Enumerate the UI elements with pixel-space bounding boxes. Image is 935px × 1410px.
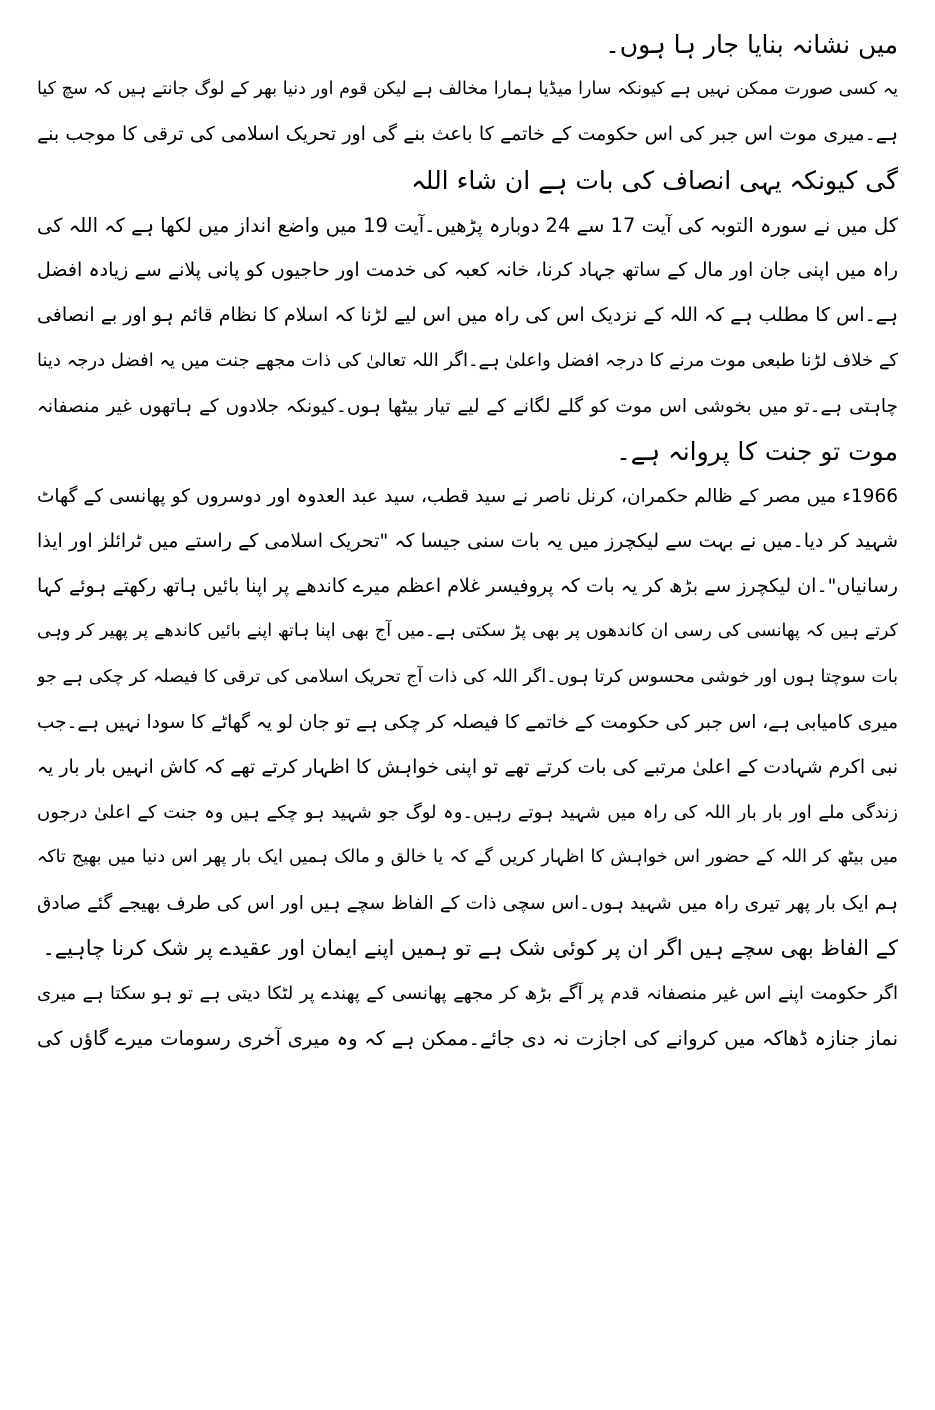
text-line: نبی اکرم شہادت کے اعلیٰ مرتبے کی بات کرتے تھے تو اپنی خواہش کا اظہار کرتے تھے کہ کاش انہیں بار بار یہ: [37, 756, 898, 778]
paragraph-2: [37, 203, 898, 474]
text-line: 1966ء میں مصر کے ظالم حکمران، کرنل ناصر نے سید قطب، سید عبد العدوہ اور دوسروں کو پھانسی کے گھاٹ: [37, 485, 898, 507]
paragraph-4: [37, 971, 898, 1061]
paragraph-3: [37, 474, 898, 971]
text-line: میں نشانہ بنایا جار ہا ہوں۔: [605, 30, 898, 59]
text-line: میں بیٹھ کر اللہ کے حضور اس خواہش کا اظہار کریں گے کہ یا خالق و مالک ہمیں ایک بار پھر اس دنیا میں بھیج تاکہ: [37, 847, 898, 868]
text-line: اگر حکومت اپنے اس غیر منصفانہ قدم پر آگے بڑھ کر مجھے پھانسی کے پھندے پر لٹکا دیتی ہے تو ہو سکتا ہے میری: [37, 982, 898, 1004]
text-line: موت تو جنت کا پروانہ ہے۔: [616, 436, 898, 466]
text-line: ہے۔میری موت اس جبر کی اس حکومت کے خاتمے کا باعث بنے گی اور تحریک اسلامی کی ترقی کا موجب بنے: [37, 123, 898, 146]
text-line: شہید کر دیا۔میں نے بہت سے لیکچرز میں یہ بات سنی جیسا کہ "تحریک اسلامی کے راستے میں ٹرائلز اور ایذا: [37, 530, 898, 553]
text-line: ہم ایک بار پھر تیری راہ میں شہید ہوں۔اس سچی ذات کے الفاظ سچے ہیں اور اس کی طرف بھیجے گئے صادق: [37, 892, 898, 914]
text-line: راہ میں اپنی جان اور مال کے ساتھ جہاد کرنا، خانہ کعبہ کی خدمت اور حاجیوں کو پانی پلانے سے زیادہ افضل: [37, 258, 898, 281]
text-line: زندگی ملے اور بار بار اللہ کی راہ میں شہید ہوتے رہیں۔وہ لوگ جو شہید ہو چکے ہیں وہ جنت کے اعلیٰ درجوں: [37, 802, 898, 824]
paragraph-1: [37, 22, 898, 203]
text-line: بات سوچتا ہوں اور خوشی محسوس کرتا ہوں۔اگر اللہ کی ذات آج تحریک اسلامی کی ترقی کا فیصلہ کر چکی ہے جو: [37, 666, 898, 687]
text-line: چاہتی ہے۔تو میں بخوشی اس موت کو گلے لگانے کے لیے تیار بیٹھا ہوں۔کیونکہ جلادوں کے ہاتھوں غیر منصفانہ: [37, 395, 898, 417]
text-line: یہ کسی صورت ممکن نہیں ہے کیونکہ سارا میڈیا ہمارا مخالف ہے لیکن قوم اور دنیا بھر کے لوگ جانتے ہیں کہ سچ کیا: [37, 79, 898, 100]
text-line: ہے۔اس کا مطلب ہے کہ اللہ کے نزدیک اس کی راہ میں اس لیے لڑنا کہ اسلام کا نظام قائم ہو اور بے انصافی: [37, 304, 898, 327]
text-line: کل میں نے سورہ التوبہ کی آیت 17 سے 24 دوبارہ پڑھیں۔آیت 19 میں واضع انداز میں لکھا ہے کہ اللہ کی: [37, 213, 898, 237]
text-line: نماز جنازہ ڈھاکہ میں کروانے کی اجازت نہ دی جائے۔ممکن ہے کہ وہ میری آخری رسومات میرے گاؤں کی: [37, 1027, 898, 1051]
text-line: گی کیونکہ یہی انصاف کی بات ہے ان شاء اللہ: [411, 165, 898, 195]
text-line: کے الفاظ بھی سچے ہیں اگر ان پر کوئی شک ہے تو ہمیں اپنے ایمان اور عقیدے پر شک کرنا چاہیے۔: [42, 935, 898, 960]
text-line: رسانیاں"۔ان لیکچرز سے بڑھ کر یہ بات کہ پروفیسر غلام اعظم میرے کاندھے پر اپنا بائیں ہاتھ رکھتے ہوئے کہا: [37, 575, 898, 598]
text-line: کرتے ہیں کہ پھانسی کی رسی ان کاندھوں پر بھی پڑ سکتی ہے۔میں آج بھی اپنا ہاتھ اپنے بائیں کاندھے پر پھیر کر وہی: [37, 621, 898, 642]
text-line: کے خلاف لڑنا طبعی موت مرنے کا درجہ افضل واعلیٰ ہے۔اگر اللہ تعالیٰ کی ذات مجھے جنت میں یہ افضل درجہ دینا: [37, 350, 898, 372]
text-line: میری کامیابی ہے، اس جبر کی حکومت کے خاتمے کا فیصلہ کر چکی ہے تو جان لو یہ گھاٹے کا سودا نہیں ہے۔جب: [37, 711, 898, 733]
